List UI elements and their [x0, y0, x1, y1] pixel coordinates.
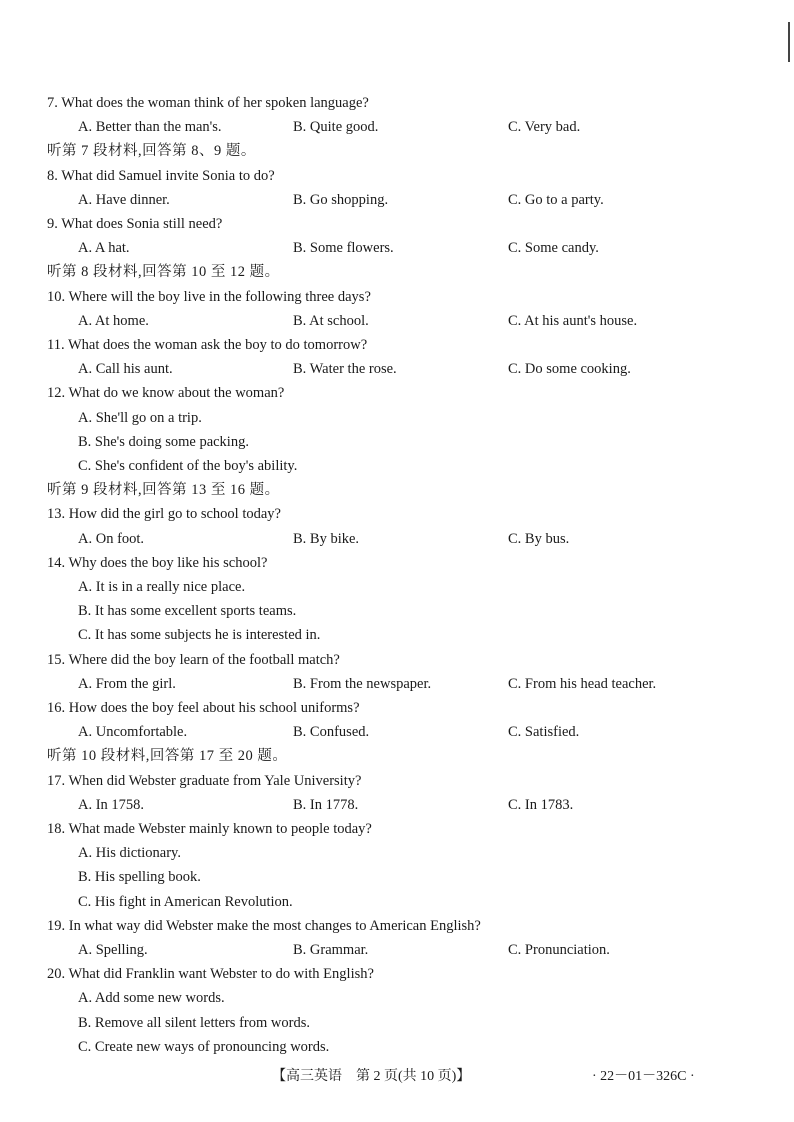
option-line: C. It has some subjects he is interested in.	[78, 627, 321, 643]
question-text: 11. What does the woman ask the boy to do tomorrow?	[47, 337, 368, 353]
option-b: B. Some flowers.	[293, 240, 394, 256]
option-b: B. From the newspaper.	[293, 676, 432, 692]
option-c: C. Pronunciation.	[508, 942, 610, 958]
option-c: C. Very bad.	[508, 119, 581, 135]
option-a: A. Call his aunt.	[78, 361, 173, 377]
option-c: C. From his head teacher.	[508, 676, 657, 692]
question-text: 13. How did the girl go to school today?	[47, 506, 281, 522]
option-b: B. At school.	[293, 313, 369, 329]
option-line: C. She's confident of the boy's ability.	[78, 458, 298, 474]
question-text: 14. Why does the boy like his school?	[47, 555, 268, 571]
option-a: A. At home.	[78, 313, 149, 329]
option-c: C. Satisfied.	[508, 724, 580, 740]
option-line: B. It has some excellent sports teams.	[78, 603, 297, 619]
section-instruction: 听第 10 段材料,回答第 17 至 20 题。	[47, 748, 288, 764]
option-line: B. She's doing some packing.	[78, 434, 249, 450]
option-line: A. His dictionary.	[78, 845, 181, 861]
option-line: A. It is in a really nice place.	[78, 579, 246, 595]
option-b: B. By bike.	[293, 531, 360, 547]
section-instruction: 听第 9 段材料,回答第 13 至 16 题。	[47, 482, 280, 498]
question-text: 7. What does the woman think of her spoken language?	[47, 95, 369, 111]
section-instruction: 听第 8 段材料,回答第 10 至 12 题。	[47, 264, 280, 280]
option-a: A. A hat.	[78, 240, 130, 256]
option-a: A. Have dinner.	[78, 192, 170, 208]
option-b: B. Quite good.	[293, 119, 379, 135]
option-line: C. His fight in American Revolution.	[78, 894, 293, 910]
option-a: A. In 1758.	[78, 797, 145, 813]
page-edge-mark	[788, 22, 790, 62]
section-instruction: 听第 7 段材料,回答第 8、9 题。	[47, 143, 256, 159]
footer-code: · 22－01－326C ·	[592, 1069, 695, 1084]
option-a: A. Better than the man's.	[78, 119, 222, 135]
option-c: C. Some candy.	[508, 240, 599, 256]
footer-page-title: 【高三英语 第 2 页(共 10 页)】	[272, 1069, 471, 1084]
question-text: 20. What did Franklin want Webster to do with English?	[47, 966, 374, 982]
option-a: A. From the girl.	[78, 676, 176, 692]
option-a: A. Uncomfortable.	[78, 724, 188, 740]
question-text: 9. What does Sonia still need?	[47, 216, 223, 232]
option-line: B. Remove all silent letters from words.	[78, 1015, 310, 1031]
option-a: A. On foot.	[78, 531, 145, 547]
option-b: B. Water the rose.	[293, 361, 397, 377]
option-c: C. Go to a party.	[508, 192, 604, 208]
option-b: B. Grammar.	[293, 942, 369, 958]
question-text: 12. What do we know about the woman?	[47, 385, 285, 401]
question-text: 18. What made Webster mainly known to people today?	[47, 821, 372, 837]
question-text: 10. Where will the boy live in the following three days?	[47, 289, 371, 305]
question-text: 8. What did Samuel invite Sonia to do?	[47, 168, 275, 184]
option-b: B. Go shopping.	[293, 192, 389, 208]
option-c: C. In 1783.	[508, 797, 574, 813]
option-a: A. Spelling.	[78, 942, 148, 958]
option-b: B. Confused.	[293, 724, 370, 740]
option-b: B. In 1778.	[293, 797, 359, 813]
option-c: C. At his aunt's house.	[508, 313, 638, 329]
question-text: 17. When did Webster graduate from Yale University?	[47, 773, 362, 789]
option-line: B. His spelling book.	[78, 869, 201, 885]
question-text: 19. In what way did Webster make the most changes to American English?	[47, 918, 481, 934]
option-c: C. Do some cooking.	[508, 361, 631, 377]
option-c: C. By bus.	[508, 531, 570, 547]
option-line: A. She'll go on a trip.	[78, 410, 202, 426]
option-line: A. Add some new words.	[78, 990, 225, 1006]
option-line: C. Create new ways of pronouncing words.	[78, 1039, 330, 1055]
question-text: 16. How does the boy feel about his school uniforms?	[47, 700, 360, 716]
question-text: 15. Where did the boy learn of the football match?	[47, 652, 340, 668]
